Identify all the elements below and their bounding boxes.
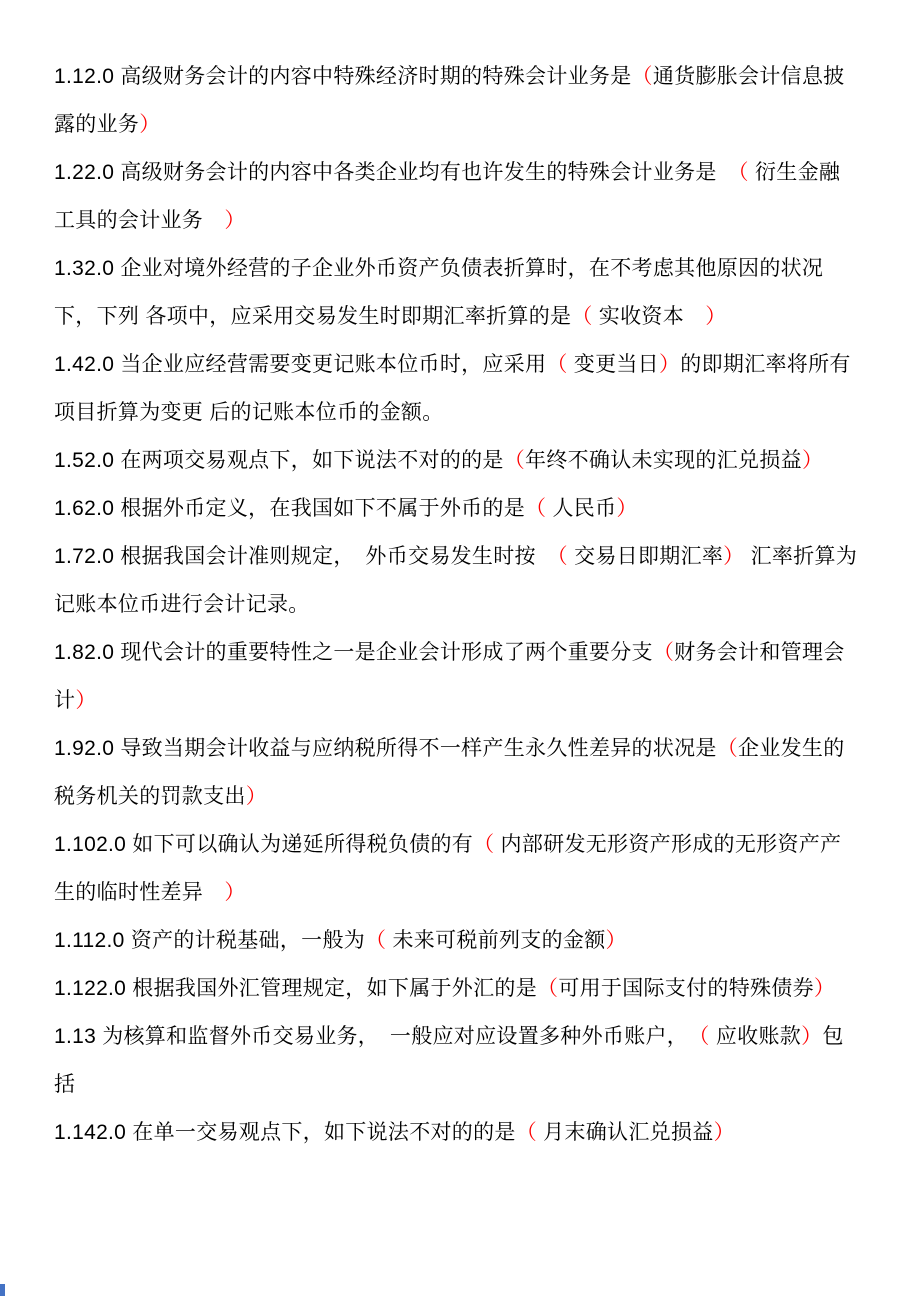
question-text-segment: 变更当日 <box>567 353 659 376</box>
question-paragraph <box>54 437 858 485</box>
question-text-segment: 企业发生的税务机关的罚款支出 <box>54 737 845 808</box>
question-text-segment: 通货膨胀会计信息披露的业务 <box>54 65 845 136</box>
question-text-segment: 1.62.0 根据外币定义，在我国如下不属于外币的是 <box>54 497 526 520</box>
question-paragraph <box>54 1109 858 1157</box>
question-text-segment: 1.22.0 高级财务会计的内容中各类企业均有也许发生的特殊会计业务是 <box>54 161 739 184</box>
answer-bracket-segment: ） <box>605 929 627 952</box>
answer-bracket-segment: ） <box>813 977 836 1000</box>
answer-bracket-segment: ） <box>139 113 161 136</box>
answer-bracket-segment: （ <box>738 161 749 184</box>
question-text-segment: 的即期汇率将所有项目折算为变更 后的记账本位币的金额。 <box>54 353 851 424</box>
answer-bracket-segment: ） <box>713 1121 735 1144</box>
question-text-segment: 1.12.0 高级财务会计的内容中特殊经济时期的特殊会计业务是 <box>54 65 632 88</box>
question-paragraph <box>54 629 858 725</box>
question-paragraph <box>54 1013 858 1109</box>
question-text-segment: 1.13 为核算和监督外币交易业务， 一般应对应设置多种外币账户， <box>54 1025 699 1048</box>
answer-bracket-segment: （ <box>557 545 568 568</box>
question-paragraph <box>54 821 858 917</box>
question-text-segment: 交易日即期汇率 <box>567 545 724 568</box>
question-text-segment: 包括 <box>54 1025 844 1096</box>
question-text-segment: 未来可税前列支的金额 <box>386 929 606 952</box>
question-text-segment: 实收资本 <box>592 305 706 328</box>
answer-bracket-segment: （ <box>652 641 675 664</box>
question-text-segment: 月末确认汇兑损益 <box>537 1121 714 1144</box>
answer-bracket-segment: （ <box>546 353 568 376</box>
answer-bracket-segment: （ <box>537 977 559 1000</box>
answer-bracket-segment: （ <box>515 1121 538 1144</box>
answer-bracket-segment: （ <box>631 65 653 88</box>
answer-bracket-segment: ） <box>75 689 97 712</box>
answer-bracket-segment: （ <box>698 1025 710 1048</box>
question-text-segment: 1.122.0 根据我国外汇管理规定，如下属于外汇的是 <box>54 977 537 1000</box>
answer-bracket-segment: （ <box>571 305 593 328</box>
question-paragraph <box>54 485 858 533</box>
question-text-segment: 1.52.0 在两项交易观点下，如下说法不对的的是 <box>54 449 504 472</box>
answer-bracket-segment: ） <box>801 449 824 472</box>
answer-bracket-segment: ） <box>224 209 246 232</box>
question-text-segment: 可用于国际支付的特殊债券 <box>558 977 814 1000</box>
question-text-segment: 人民币 <box>546 497 617 520</box>
question-text-segment: 1.42.0 当企业应经营需要变更记账本位币时，应采用 <box>54 353 547 376</box>
question-text-segment: 内部研发无形资产形成的无形资产产生的临时性差异 <box>54 833 842 904</box>
answer-bracket-segment: ） <box>245 785 268 808</box>
answer-bracket-segment: （ <box>716 737 739 760</box>
question-text-segment: 1.82.0 现代会计的重要特性之一是企业会计形成了两个重要分支 <box>54 641 653 664</box>
answer-bracket-segment: ） <box>705 305 727 328</box>
question-paragraph <box>54 53 858 149</box>
question-text-segment: 衍生金融工具的会计业务 <box>54 161 841 232</box>
question-paragraph <box>54 245 858 341</box>
question-text-segment: 1.72.0 根据我国会计准则规定， 外币交易发生时按 <box>54 545 558 568</box>
question-paragraph <box>54 917 858 965</box>
question-text-segment: 财务会计和管理会计 <box>54 641 845 712</box>
answer-bracket-segment: （ <box>525 497 547 520</box>
question-paragraph <box>54 725 858 821</box>
question-text-segment: 汇率折算为记账本位币进行会计记录。 <box>54 545 858 616</box>
answer-bracket-segment: （ <box>473 833 495 856</box>
embedded-image-placeholder <box>0 1284 5 1296</box>
answer-bracket-segment: ） <box>801 1025 823 1048</box>
answer-bracket-segment: （ <box>503 449 526 472</box>
question-text-segment: 1.142.0 在单一交易观点下，如下说法不对的的是 <box>54 1121 516 1144</box>
question-text-segment: 年终不确认未实现的汇兑损益 <box>525 449 802 472</box>
question-paragraph <box>54 341 858 437</box>
answer-bracket-segment: （ <box>365 929 387 952</box>
question-text-segment: 1.32.0 企业对境外经营的子企业外币资产负债表折算时，在不考虑其他原因的状况下，下列 各项中，应采用交易发生时即期汇率折算的是 <box>54 257 824 328</box>
question-paragraph <box>54 149 858 245</box>
answer-bracket-segment: ） <box>723 545 745 568</box>
question-text-segment: 1.102.0 如下可以确认为递延所得税负债的有 <box>54 833 474 856</box>
question-text-segment: 1.112.0 资产的计税基础，一般为 <box>54 929 366 952</box>
question-paragraph <box>54 533 858 629</box>
question-paragraph <box>54 965 858 1013</box>
question-text-segment: 1.92.0 导致当期会计收益与应纳税所得不一样产生永久性差异的状况是 <box>54 737 717 760</box>
answer-bracket-segment: ） <box>658 353 681 376</box>
question-text-segment: 应收账款 <box>709 1025 802 1048</box>
answer-bracket-segment: ） <box>616 497 638 520</box>
question-list <box>54 53 858 1157</box>
answer-bracket-segment: ） <box>224 881 246 904</box>
